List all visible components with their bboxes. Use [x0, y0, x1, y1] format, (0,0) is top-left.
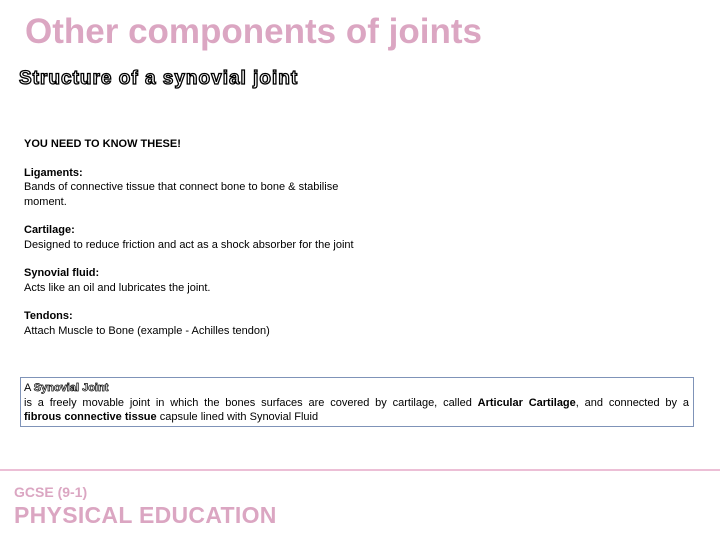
section-heading: YOU NEED TO KNOW THESE! [24, 138, 181, 150]
footer-divider [0, 469, 720, 471]
articular-cartilage-term: Articular Cartilage [477, 396, 576, 409]
tendons-item [24, 309, 384, 338]
slide-subtitle: Structure of a synovial joint [19, 68, 299, 89]
logo-line-gcse: GCSE (9-1) [14, 484, 88, 500]
item-title: Tendons: [24, 310, 73, 322]
definition-text-end: , and connected by a [575, 396, 689, 409]
item-title: Ligaments: [24, 166, 83, 179]
gcse-pe-logo [14, 484, 277, 530]
slide-title: Other components of joints [25, 12, 482, 51]
definition-line-3 [24, 410, 689, 425]
cartilage-item [24, 223, 384, 252]
item-description: Acts like an oil and lubricates the joint. [24, 281, 211, 294]
synovial-joint-term: Synovial Joint [33, 382, 109, 394]
definition-line-2 [24, 396, 689, 411]
item-description: Bands of connective tissue that connect bone to bone & stabilise [24, 181, 339, 193]
key-terms-section [24, 137, 384, 352]
definition-prefix: A [24, 382, 31, 394]
definition-text-end: capsule lined with Synovial Fluid [159, 411, 319, 423]
synovial-joint-definition-box [20, 377, 694, 427]
item-title: Synovial fluid: [24, 267, 100, 279]
fibrous-tissue-term: fibrous connective tissue [24, 411, 157, 423]
synovial-fluid-item [24, 266, 384, 295]
logo-line-physical-education: PHYSICAL EDUCATION [14, 502, 277, 528]
definition-text: is a freely movable joint in which the bones surfaces are covered by cartilage, called [24, 396, 472, 409]
item-description: Designed to reduce friction and act as a shock absorber for the joint [24, 238, 354, 251]
item-description: Attach Muscle to Bone (example - Achilles tendon) [24, 324, 270, 337]
ligaments-item [24, 166, 384, 210]
definition-line-1 [24, 381, 689, 396]
item-description-continued: moment. [24, 195, 67, 208]
item-title: Cartilage: [24, 224, 75, 236]
